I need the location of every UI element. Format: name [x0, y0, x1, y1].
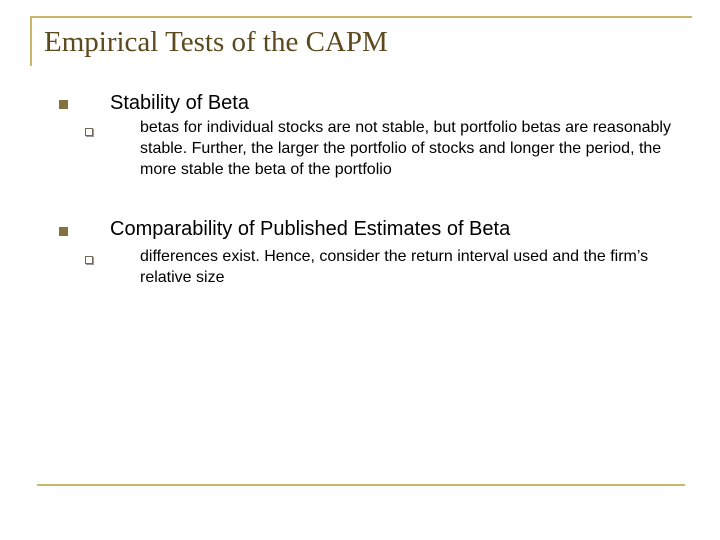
point-1-detail: betas for individual stocks are not stable, but portfolio betas are reasonably stable. Further, the larger the portfolio of stocks and longer the period, the more stable the beta of the portfolio: [140, 119, 671, 178]
square-bullet-icon: [59, 100, 68, 109]
point-2-detail: differences exist. Hence, consider the return interval used and the firm’s relative size: [140, 248, 649, 286]
hollow-square-bullet-icon: [85, 128, 93, 136]
point-1-heading: Stability of Beta: [110, 92, 249, 114]
point-2-heading: Comparability of Published Estimates of Beta: [110, 218, 511, 240]
frame-top-rule: [30, 16, 692, 18]
square-bullet-icon: [59, 227, 68, 236]
frame-bottom-rule: [37, 484, 685, 486]
slide-title: Empirical Tests of the CAPM: [44, 26, 388, 58]
hollow-square-bullet-icon: [85, 256, 93, 264]
frame-left-rule: [30, 16, 32, 66]
